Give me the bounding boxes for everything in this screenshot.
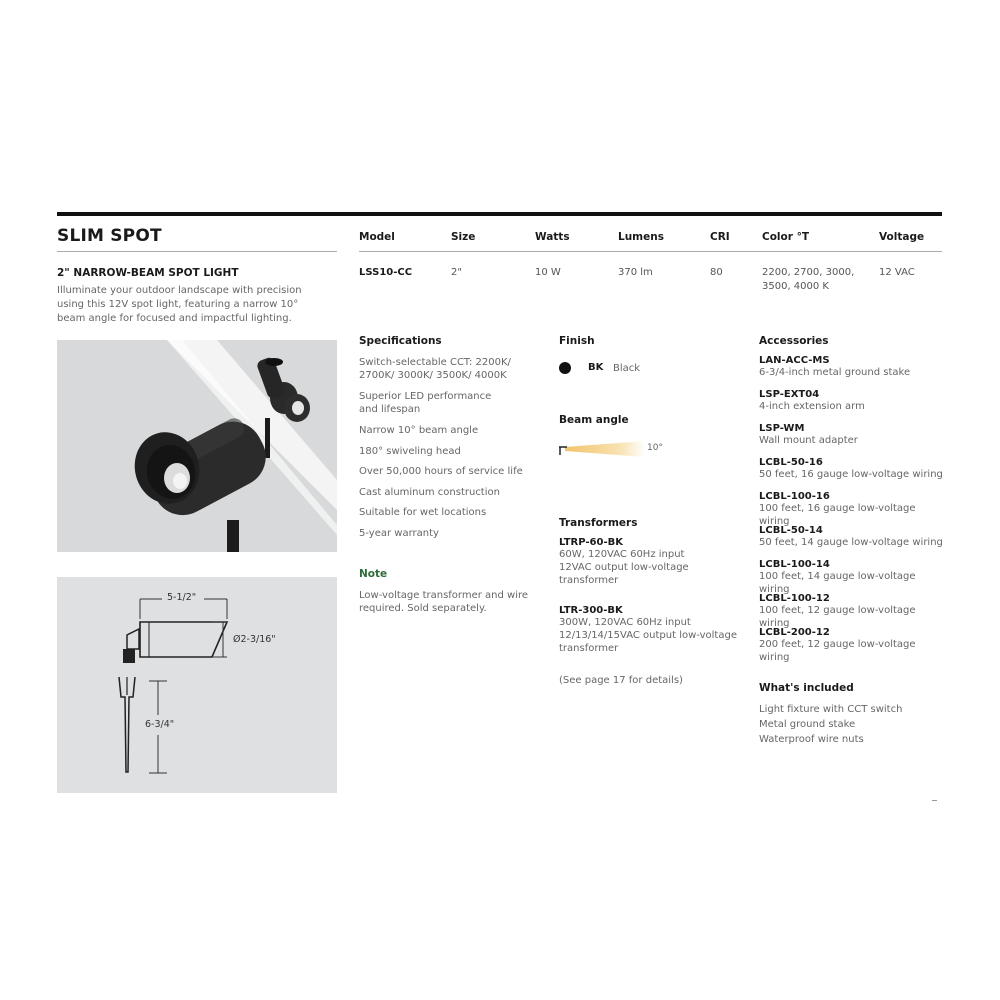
finish-heading: Finish — [559, 335, 595, 347]
note-heading: Note — [359, 568, 388, 580]
transformer-item — [559, 537, 749, 587]
transformer-code: LTR-300-BK — [559, 605, 623, 616]
spec-line: Switch-selectable CCT: 2200K/ — [359, 357, 511, 368]
dim-length: 5-1/2" — [167, 592, 197, 603]
dim-stake: 6-3/4" — [145, 719, 175, 730]
accessory-code: LCBL-50-14 — [759, 525, 823, 536]
transformers-heading: Transformers — [559, 517, 638, 529]
beam-angle-icon — [559, 441, 645, 457]
accessory-code: LCBL-100-14 — [759, 559, 830, 570]
accessory-code: LCBL-200-12 — [759, 627, 830, 638]
spec-line: Superior LED performance — [359, 391, 492, 402]
dimension-drawing — [57, 577, 337, 793]
transformer-line: transformer — [559, 575, 619, 586]
accessory-code: LSP-EXT04 — [759, 389, 820, 400]
included-item: Waterproof wire nuts — [759, 734, 864, 745]
header-color-temp: Color °T — [762, 231, 809, 243]
transformer-line: transformer — [559, 643, 619, 654]
cell-watts: 10 W — [535, 267, 561, 278]
finish-swatch-black — [559, 362, 571, 374]
accessory-item — [759, 355, 949, 379]
included-item: Light fixture with CCT switch — [759, 704, 903, 715]
spec-item: Cast aluminum construction — [359, 487, 500, 498]
spec-item: Narrow 10° beam angle — [359, 425, 479, 436]
beam-angle-value: 10° — [647, 443, 663, 453]
accessory-item — [759, 389, 949, 413]
note-line: required. Sold separately. — [359, 603, 487, 614]
spec-line: 2700K/ 3000K/ 3500K/ 4000K — [359, 370, 507, 381]
dim-diameter: Ø2-3/16" — [233, 634, 276, 645]
cell-voltage: 12 VAC — [879, 267, 915, 278]
description-line: using this 12V spot light, featuring a narrow 10° — [57, 299, 299, 310]
dimension-diagram — [57, 577, 337, 793]
accessory-desc: 200 feet, 12 gauge low-voltage wiring — [759, 639, 916, 663]
note-line: Low-voltage transformer and wire — [359, 590, 529, 601]
cell-color-temp — [762, 266, 854, 294]
accessory-desc: 50 feet, 14 gauge low-voltage wiring — [759, 537, 943, 548]
finish-name: Black — [613, 363, 641, 374]
accessory-desc: 6-3/4-inch metal ground stake — [759, 367, 911, 378]
spec-item: Over 50,000 hours of service life — [359, 466, 523, 477]
accessory-code: LCBL-100-16 — [759, 491, 830, 502]
accessory-desc: Wall mount adapter — [759, 435, 858, 446]
header-cri: CRI — [710, 231, 730, 243]
table-divider — [359, 251, 942, 252]
accessory-item — [759, 525, 949, 549]
spec-item — [359, 356, 534, 382]
transformer-line: 60W, 120VAC 60Hz input — [559, 549, 685, 560]
header-size: Size — [451, 231, 476, 243]
title-divider — [57, 251, 337, 252]
accessory-code: LCBL-50-16 — [759, 457, 823, 468]
description-line: Illuminate your outdoor landscape with precision — [57, 285, 302, 296]
spec-item: 180° swiveling head — [359, 446, 461, 457]
description-line: beam angle for focused and impactful lighting. — [57, 313, 292, 324]
page-mark — [932, 800, 937, 801]
transformer-line: 12/13/14/15VAC output low-voltage — [559, 630, 737, 641]
included-list — [759, 702, 949, 747]
transformer-item — [559, 605, 759, 655]
accessory-desc: 100 feet, 16 gauge low-voltage wiring — [759, 503, 916, 527]
accessory-item — [759, 491, 949, 528]
transformer-line: 300W, 120VAC 60Hz input — [559, 617, 691, 628]
accessories-heading: Accessories — [759, 335, 829, 347]
specifications-heading: Specifications — [359, 335, 442, 347]
accessory-item — [759, 423, 949, 447]
accessory-item — [759, 627, 949, 664]
spec-item: Suitable for wet locations — [359, 507, 487, 518]
transformers-footnote: (See page 17 for details) — [559, 675, 683, 686]
accessory-item — [759, 457, 949, 481]
cell-model: LSS10-CC — [359, 267, 413, 278]
cell-size: 2" — [451, 267, 462, 278]
note-text — [359, 589, 534, 615]
included-item: Metal ground stake — [759, 719, 856, 730]
accessory-code: LSP-WM — [759, 423, 805, 434]
header-lumens: Lumens — [618, 231, 664, 243]
finish-code: BK — [588, 362, 604, 373]
spec-item — [359, 390, 534, 416]
accessory-code: LCBL-100-12 — [759, 593, 830, 604]
header-model: Model — [359, 231, 395, 243]
color-temp-line: 3500, 4000 K — [762, 281, 829, 292]
cell-cri: 80 — [710, 267, 723, 278]
product-title: SLIM SPOT — [57, 226, 162, 246]
product-description — [57, 284, 317, 326]
header-voltage: Voltage — [879, 231, 925, 243]
accessory-item — [759, 559, 949, 596]
accessory-desc: 100 feet, 12 gauge low-voltage wiring — [759, 605, 916, 629]
color-temp-line: 2200, 2700, 3000, — [762, 267, 855, 278]
accessory-desc: 4-inch extension arm — [759, 401, 865, 412]
top-rule — [57, 212, 942, 216]
spec-line: and lifespan — [359, 404, 421, 415]
transformer-line: 12VAC output low-voltage — [559, 562, 689, 573]
accessory-desc: 50 feet, 16 gauge low-voltage wiring — [759, 469, 943, 480]
spec-item: 5-year warranty — [359, 528, 439, 539]
cell-lumens: 370 lm — [618, 267, 653, 278]
accessory-code: LAN-ACC-MS — [759, 355, 830, 366]
accessory-desc: 100 feet, 14 gauge low-voltage wiring — [759, 571, 916, 595]
transformer-code: LTRP-60-BK — [559, 537, 623, 548]
product-photo-illustration — [57, 340, 337, 552]
product-subtitle: 2" NARROW-BEAM SPOT LIGHT — [57, 267, 239, 279]
beam-angle-heading: Beam angle — [559, 414, 629, 426]
header-watts: Watts — [535, 231, 570, 243]
accessory-item — [759, 593, 949, 630]
product-photo — [57, 340, 337, 552]
included-heading: What's included — [759, 682, 854, 694]
